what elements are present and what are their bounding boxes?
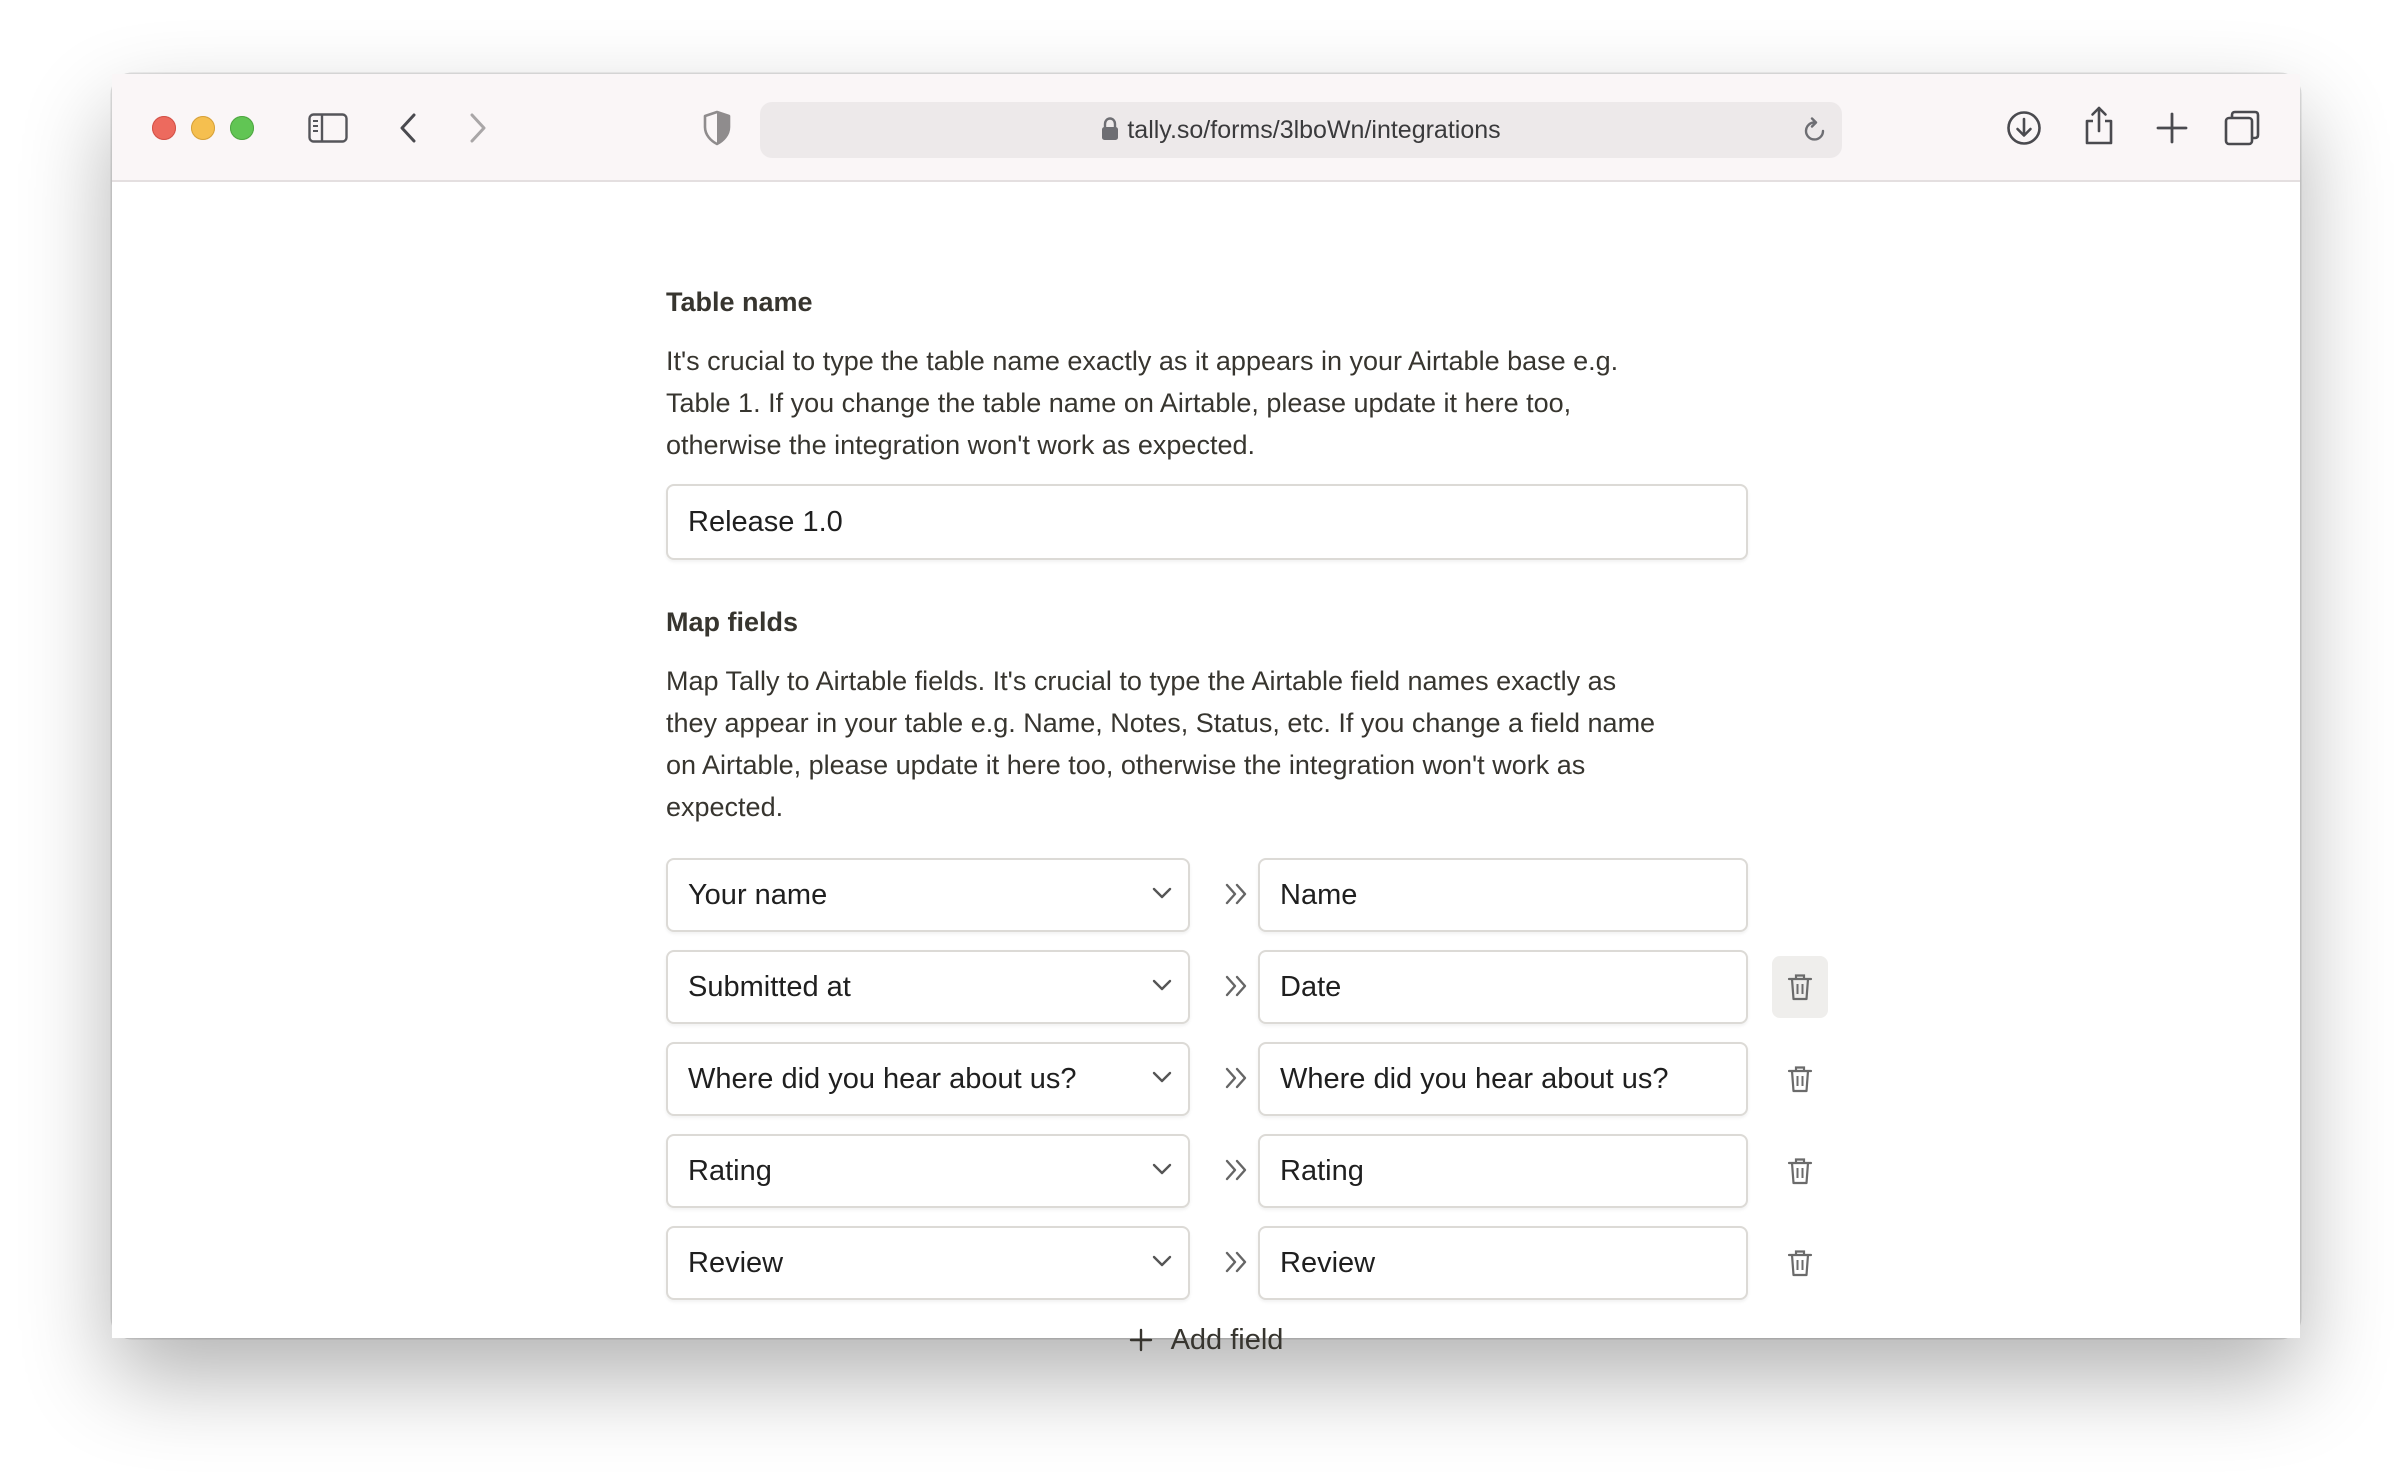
delete-field-button[interactable] — [1772, 1140, 1828, 1202]
plus-icon — [1129, 1328, 1153, 1352]
chevron-down-icon — [1152, 978, 1172, 992]
tally-field-value: Your name — [688, 879, 828, 911]
add-field-label: Add field — [1170, 1324, 1284, 1356]
delete-field-button[interactable] — [1772, 1048, 1828, 1110]
tally-field-select[interactable] — [666, 950, 1190, 1024]
description-line: Map Tally to Airtable fields. It's crucial to type the Airtable field names exactly as — [666, 666, 1617, 696]
tally-field-select[interactable] — [666, 1226, 1190, 1300]
airtable-field-input[interactable] — [1258, 1042, 1748, 1116]
sidebar-icon[interactable] — [308, 113, 348, 143]
new-tab-icon[interactable] — [2156, 112, 2188, 144]
tally-field-select[interactable] — [666, 1042, 1190, 1116]
trash-icon — [1788, 1249, 1812, 1277]
airtable-field-input[interactable] — [1258, 858, 1748, 932]
page-content — [112, 182, 2300, 1356]
description-line: they appear in your table e.g. Name, Notes, Status, etc. If you change a field name — [666, 708, 1656, 738]
tally-field-value: Rating — [688, 1155, 772, 1187]
tally-field-value: Submitted at — [688, 971, 851, 1003]
shield-icon[interactable] — [702, 110, 732, 146]
browser-window — [112, 74, 2300, 1356]
map-fields-title: Map fields — [666, 607, 799, 637]
zoom-window-button[interactable] — [230, 116, 254, 140]
description-line: expected. — [666, 792, 784, 822]
address-bar[interactable] — [760, 102, 1842, 158]
chevron-down-icon — [1152, 1254, 1172, 1268]
map-fields-description — [666, 660, 1746, 828]
tally-field-value: Where did you hear about us? — [688, 1063, 1077, 1095]
tally-field-select[interactable] — [666, 1134, 1190, 1208]
reload-icon[interactable] — [1802, 116, 1828, 144]
tabs-overview-icon[interactable] — [2224, 110, 2260, 146]
close-window-button[interactable] — [152, 116, 176, 140]
table-name-input[interactable] — [666, 484, 1748, 560]
description-line: otherwise the integration won't work as expected. — [666, 430, 1255, 460]
delete-field-button[interactable] — [1772, 1232, 1828, 1294]
table-name-title: Table name — [666, 287, 813, 317]
minimize-window-button[interactable] — [191, 116, 215, 140]
tally-field-select[interactable] — [666, 858, 1190, 932]
description-line: Table 1. If you change the table name on Airtable, please update it here too, — [666, 388, 1572, 418]
airtable-field-input[interactable] — [1258, 950, 1748, 1024]
trash-icon — [1788, 973, 1812, 1001]
chevron-down-icon — [1152, 1162, 1172, 1176]
airtable-field-input[interactable] — [1258, 1226, 1748, 1300]
description-line: It's crucial to type the table name exactly as it appears in your Airtable base e.g. — [666, 346, 1619, 376]
maps-to-arrow-icon — [1224, 974, 1250, 998]
forward-icon[interactable] — [468, 112, 488, 144]
trash-icon — [1788, 1065, 1812, 1093]
maps-to-arrow-icon — [1224, 1250, 1250, 1274]
lock-icon — [1101, 117, 1119, 141]
chevron-down-icon — [1152, 1070, 1172, 1084]
download-icon[interactable] — [2006, 110, 2042, 146]
add-field-button[interactable] — [666, 1320, 1746, 1360]
url-text: tally.so/forms/3lboWn/integrations — [1127, 116, 1501, 144]
maps-to-arrow-icon — [1224, 1066, 1250, 1090]
delete-field-button[interactable] — [1772, 956, 1828, 1018]
back-icon[interactable] — [398, 112, 418, 144]
tally-field-value: Review — [688, 1247, 784, 1279]
description-line: on Airtable, please update it here too, otherwise the integration won't work as — [666, 750, 1586, 780]
maps-to-arrow-icon — [1224, 882, 1250, 906]
browser-toolbar — [112, 74, 2300, 182]
trash-icon — [1788, 1157, 1812, 1185]
maps-to-arrow-icon — [1224, 1158, 1250, 1182]
table-name-description — [666, 340, 1746, 466]
chevron-down-icon — [1152, 886, 1172, 900]
share-icon[interactable] — [2082, 106, 2116, 146]
airtable-field-input[interactable] — [1258, 1134, 1748, 1208]
